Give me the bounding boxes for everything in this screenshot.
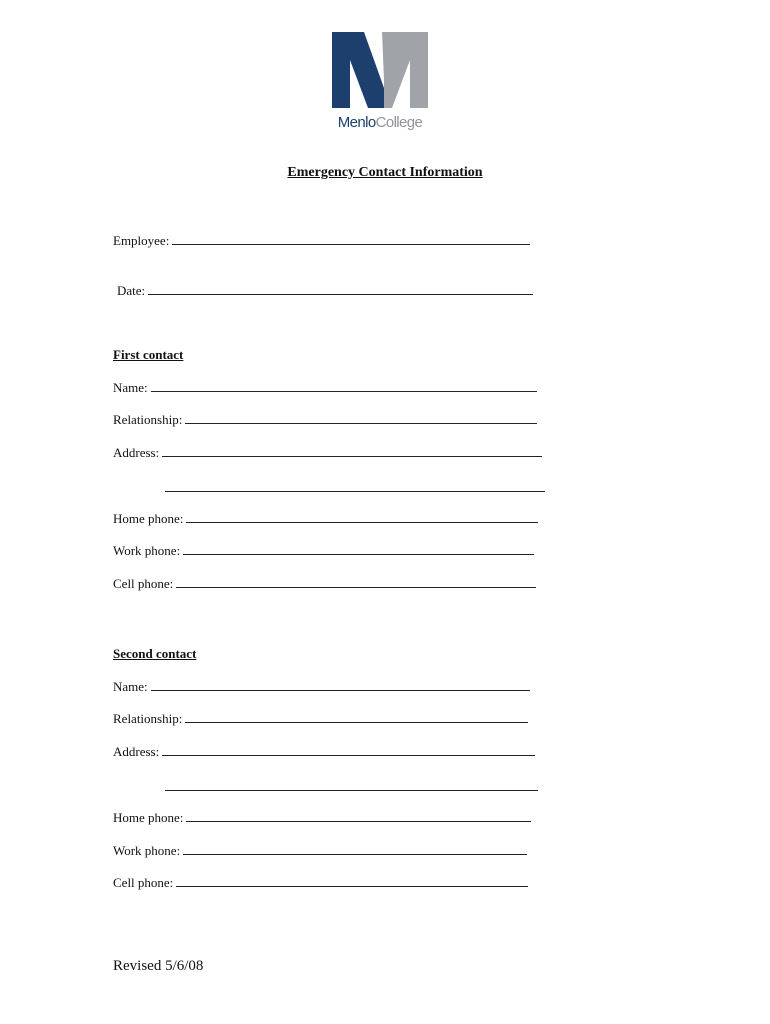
m-logo-icon	[328, 30, 432, 110]
first-name-line	[113, 380, 537, 396]
second-name-line	[113, 679, 530, 695]
employee-label: Employee:	[113, 233, 170, 248]
second-home-phone-label: Home phone:	[113, 810, 184, 825]
logo-word-menlo: Menlo	[337, 114, 376, 131]
first-cell-phone-line	[113, 576, 536, 592]
first-contact-heading: First contact	[113, 347, 184, 362]
date-label: Date:	[117, 283, 146, 298]
first-home-phone-field[interactable]	[186, 511, 538, 523]
first-address-line-2	[165, 480, 545, 496]
second-work-phone-label: Work phone:	[113, 843, 181, 858]
second-cell-phone-line	[113, 875, 528, 891]
second-work-phone-line	[113, 843, 527, 859]
second-relationship-line	[113, 711, 528, 727]
second-name-field[interactable]	[151, 679, 530, 691]
second-address-field-2[interactable]	[165, 779, 538, 791]
first-cell-phone-label: Cell phone:	[113, 576, 174, 591]
second-home-phone-field[interactable]	[186, 810, 531, 822]
first-name-label: Name:	[113, 380, 148, 395]
first-work-phone-label: Work phone:	[113, 543, 181, 558]
second-cell-phone-label: Cell phone:	[113, 875, 174, 890]
first-relationship-line	[113, 412, 537, 428]
second-relationship-label: Relationship:	[113, 711, 183, 726]
first-name-field[interactable]	[151, 380, 537, 392]
second-cell-phone-field[interactable]	[176, 875, 528, 887]
second-address-line-2	[165, 779, 538, 795]
second-address-label: Address:	[113, 744, 160, 759]
date-line	[117, 283, 533, 299]
first-relationship-field[interactable]	[185, 412, 537, 424]
first-work-phone-line	[113, 543, 534, 559]
second-address-line	[113, 744, 535, 760]
employee-line	[113, 233, 530, 249]
logo-wordmark	[328, 114, 432, 131]
first-home-phone-label: Home phone:	[113, 511, 184, 526]
first-cell-phone-field[interactable]	[176, 576, 536, 588]
first-relationship-label: Relationship:	[113, 412, 183, 427]
second-name-label: Name:	[113, 679, 148, 694]
second-work-phone-field[interactable]	[183, 843, 527, 855]
employee-field[interactable]	[172, 233, 530, 245]
menlo-college-logo	[328, 30, 432, 134]
page-title: Emergency Contact Information	[287, 165, 483, 180]
first-address-line	[113, 445, 542, 461]
revision-note: Revised 5/6/08	[113, 958, 204, 974]
second-home-phone-line	[113, 810, 531, 826]
second-contact-heading: Second contact	[113, 646, 197, 661]
second-address-field[interactable]	[162, 744, 535, 756]
first-address-label: Address:	[113, 445, 160, 460]
date-field[interactable]	[148, 283, 533, 295]
second-relationship-field[interactable]	[185, 711, 528, 723]
first-home-phone-line	[113, 511, 538, 527]
first-address-field[interactable]	[162, 445, 542, 457]
logo-word-college: College	[375, 114, 423, 131]
first-address-field-2[interactable]	[165, 480, 545, 492]
first-work-phone-field[interactable]	[183, 543, 534, 555]
